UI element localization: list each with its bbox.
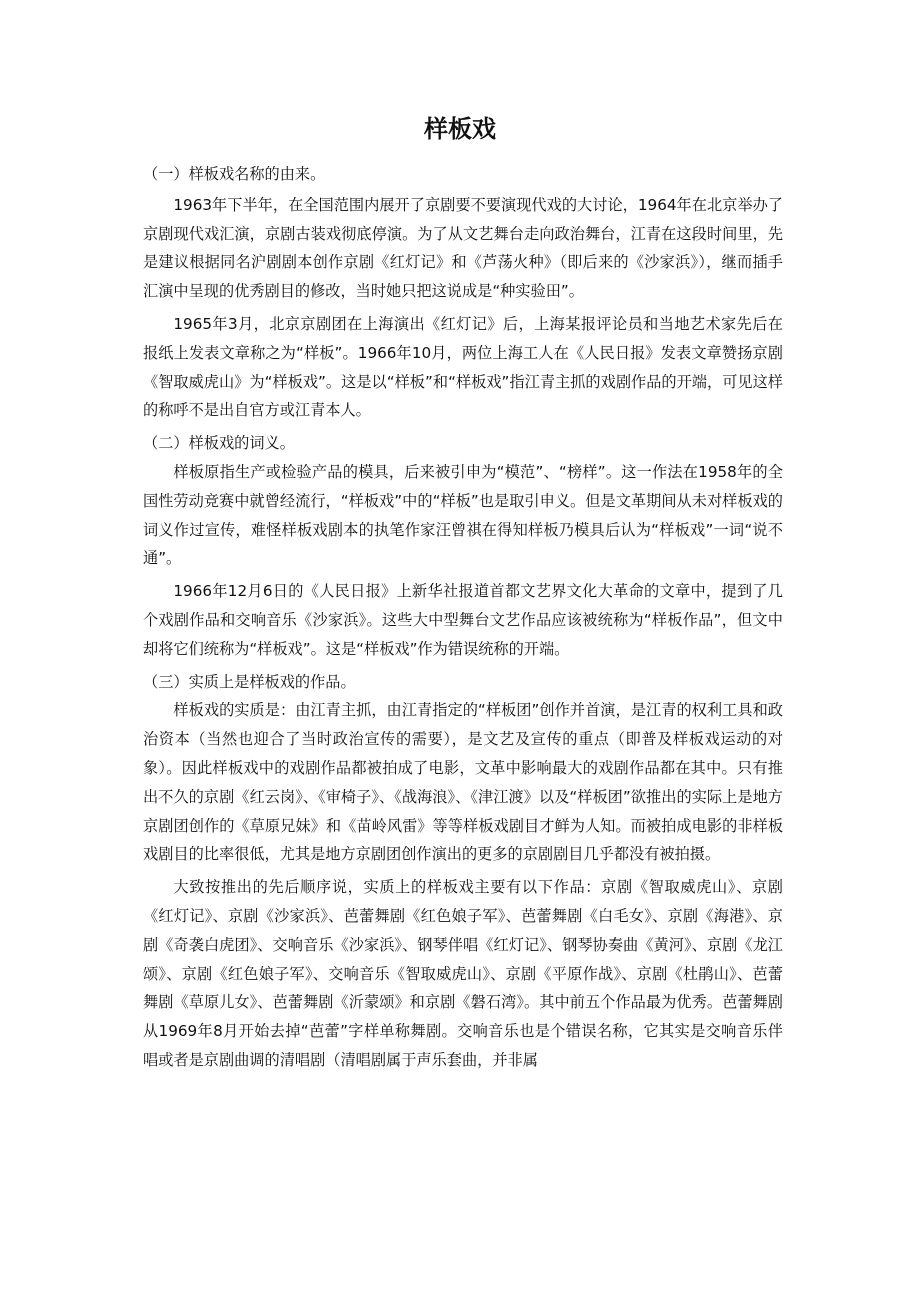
section-1-paragraph-1: 1963年下半年，在全国范围内展开了京剧要不要演现代戏的大讨论，1964年在北京举办了京剧现代戏汇演，京剧古装戏彻底停演。为了从文艺舞台走向政治舞台，江青在这段时间里，先是建议根据同名沪剧剧本创作京剧《红灯记》和《芦荡火种》（即后来的《沙家浜》），继而插手汇演中呈现的优秀剧目的修改，当时她只把这说成是“种实验田”。 (143, 195, 783, 301)
page-title: 样板戏 (424, 115, 496, 143)
section-3-heading: （三）实质上是样板戏的作品。 (143, 672, 356, 691)
section-2-heading: （二）样板戏的词义。 (143, 434, 295, 453)
section-3-paragraph-2: 大致按推出的先后顺序说，实质上的样板戏主要有以下作品：京剧《智取威虎山》、京剧《红灯记》、京剧《沙家浜》、芭蕾舞剧《红色娘子军》、芭蕾舞剧《白毛女》、京剧《海港》、京剧《奇袭白虎团》、交响音乐《沙家浜》、钢琴伴唱《红灯记》、钢琴协奏曲《黄河》、京剧《龙江颂》、京剧《红色娘子军》、交响音乐《智取威虎山》、京剧《平原作战》、京剧《杜鹃山》、芭蕾舞剧《草原儿女》、芭蕾舞剧《沂蒙颂》和京剧《磐石湾》。其中前五个作品最为优秀。芭蕾舞剧从1969年8月开始去掉“芭蕾”字样单称舞剧。交响音乐也是个错误名称，它其实是交响音乐伴唱或者是京剧曲调的清唱剧（清唱剧属于声乐套曲，并非属 (143, 878, 783, 1069)
section-1-paragraph-2: 1965年3月，北京京剧团在上海演出《红灯记》后，上海某报评论员和当地艺术家先后在报纸上发表文章称之为“样板”。1966年10月，两位上海工人在《人民日报》发表文章赞扬京剧《智取威虎山》为“样板戏”。这是以“样板”和“样板戏”指江青主抓的戏剧作品的开端，可见这样的称呼不是出自官方或江青本人。 (143, 314, 783, 420)
document-body (143, 160, 783, 1079)
section-2-paragraph-1: 样板原指生产或检验产品的模具，后来被引申为“模范”、“榜样”。这一作法在1958年的全国性劳动竞赛中就曾经流行，“样板戏”中的“样板”也是取引申义。但是文革期间从未对样板戏的词义作过宣传，难怪样板戏剧本的执笔作家汪曾祺在得知样板乃模具后认为“样板戏”一词“说不通”。 (143, 462, 783, 568)
section-1-heading: （一）样板戏名称的由来。 (143, 165, 326, 183)
section-2-paragraph-2: 1966年12月6日的《人民日报》上新华社报道首都文艺界文化大革命的文章中，提到了几个戏剧作品和交响音乐《沙家浜》。这些大中型舞台文艺作品应该被统称为“样板作品”，但文中却将它们统称为“样板戏”。这是“样板戏”作为错误统称的开端。 (143, 582, 783, 658)
section-3-paragraph-1: 样板戏的实质是：由江青主抓，由江青指定的“样板团”创作并首演，是江青的权利工具和政治资本（当然也迎合了当时政治宣传的需要），是文艺及宣传的重点（即普及样板戏运动的对象）。因此样板戏中的戏剧作品都被拍成了电影，文革中影响最大的戏剧作品都在其中。只有推出不久的京剧《红云岗》、《审椅子》、《战海浪》、《津江渡》以及“样板团”欲推出的实际上是地方京剧团创作的《草原兄妹》和《苗岭风雷》等等样板戏剧目才鲜为人知。而被拍成电影的非样板戏剧目的比率很低，尤其是地方京剧团创作演出的更多的京剧剧目几乎都没有被拍摄。 (143, 701, 783, 864)
